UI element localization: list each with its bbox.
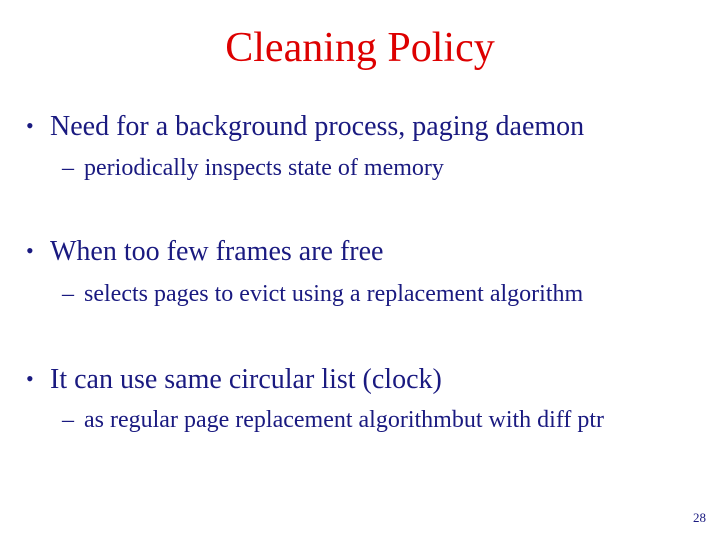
bullet-symbol: • [26,366,34,391]
sub-bullet-symbol: – [62,281,74,307]
sub-bullet-text: as regular page replacement algorithmbut with diff ptr [84,407,605,433]
bullet-item [26,108,584,145]
bullet-symbol: • [26,113,34,138]
bullet-text: It can use same circular list (clock) [50,364,442,395]
slide-title: Cleaning Policy [225,25,495,71]
bullet-item [26,361,442,398]
sub-bullet-item [62,153,444,183]
sub-bullet-item [62,405,604,435]
sub-bullet-symbol: – [62,407,74,433]
sub-bullet-item [62,279,583,309]
page-number: 28 [693,510,706,525]
bullet-text: When too few frames are free [50,236,384,267]
sub-bullet-text: selects pages to evict using a replacement algorithm [84,281,584,307]
sub-bullet-text: periodically inspects state of memory [84,155,444,181]
bullet-symbol: • [26,238,34,263]
bullet-item [26,233,383,270]
sub-bullet-symbol: – [62,155,74,181]
bullet-text: Need for a background process, paging daemon [50,111,585,142]
